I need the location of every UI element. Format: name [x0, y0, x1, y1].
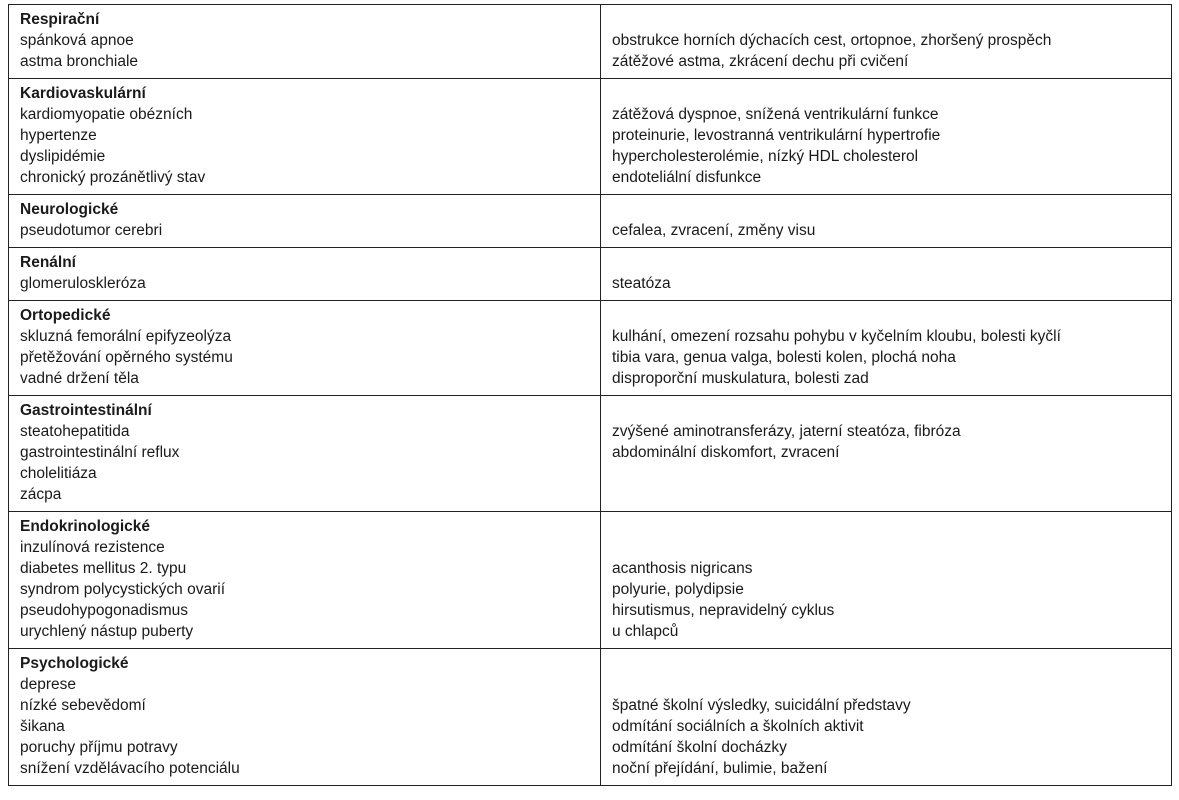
symptom-cell — [601, 649, 1172, 786]
condition-item: šikana — [20, 718, 65, 735]
symptom-item: endoteliální disfunkce — [612, 169, 762, 186]
symptom-cell — [601, 248, 1172, 301]
category-heading: Ortopedické — [20, 307, 111, 324]
condition-item: kardiomyopatie obézních — [20, 106, 193, 123]
condition-item: syndrom polycystických ovarií — [20, 581, 226, 598]
symptom-item: obstrukce horních dýchacích cest, ortopnoe, zhoršený prospěch — [612, 32, 1052, 49]
symptom-item: špatné školní výsledky, suicidální představy — [612, 697, 911, 714]
condition-item: hypertenze — [20, 127, 97, 144]
condition-cell — [9, 195, 601, 248]
symptom-item: steatóza — [612, 275, 671, 292]
condition-item: gastrointestinální reflux — [20, 444, 180, 461]
symptom-item: zátěžová dyspnoe, snížená ventrikulární funkce — [612, 106, 939, 123]
condition-item: steatohepatitida — [20, 423, 130, 440]
table-row — [9, 396, 1172, 512]
symptom-item: disproporční muskulatura, bolesti zad — [612, 370, 869, 387]
category-heading: Endokrinologické — [20, 518, 151, 535]
category-heading: Neurologické — [20, 201, 119, 218]
condition-cell — [9, 248, 601, 301]
category-heading: Kardiovaskulární — [20, 85, 146, 102]
table-row — [9, 248, 1172, 301]
condition-item: přetěžování opěrného systému — [20, 349, 233, 366]
condition-item: dyslipidémie — [20, 148, 106, 165]
table-row — [9, 195, 1172, 248]
table-row — [9, 301, 1172, 396]
symptom-item: hirsutismus, nepravidelný cyklus — [612, 602, 835, 619]
category-heading: Renální — [20, 254, 76, 271]
condition-item: glomeruloskleróza — [20, 275, 146, 292]
condition-item: inzulínová rezistence — [20, 539, 165, 556]
symptom-item: tibia vara, genua valga, bolesti kolen, plochá noha — [612, 349, 956, 366]
condition-item: snížení vzdělávacího potenciálu — [20, 760, 240, 777]
symptom-cell — [601, 301, 1172, 396]
condition-cell — [9, 79, 601, 195]
symptom-item: odmítání sociálních a školních aktivit — [612, 718, 864, 735]
condition-item: skluzná femorální epifyzeolýza — [20, 328, 232, 345]
condition-item: pseudotumor cerebri — [20, 222, 163, 239]
complications-table — [8, 4, 1172, 786]
condition-item: chronický prozánětlivý stav — [20, 169, 206, 186]
condition-cell — [9, 396, 601, 512]
condition-item: deprese — [20, 676, 77, 693]
table-row — [9, 649, 1172, 786]
condition-item: urychlený nástup puberty — [20, 623, 194, 640]
symptom-item: noční přejídání, bulimie, bažení — [612, 760, 828, 777]
table-row — [9, 512, 1172, 649]
table-row — [9, 5, 1172, 79]
condition-cell — [9, 301, 601, 396]
condition-item: poruchy příjmu potravy — [20, 739, 178, 756]
symptom-item: cefalea, zvracení, změny visu — [612, 222, 816, 239]
table-row — [9, 79, 1172, 195]
symptom-cell — [601, 5, 1172, 79]
symptom-item: zátěžové astma, zkrácení dechu při cvičení — [612, 53, 909, 70]
symptom-item: abdominální diskomfort, zvracení — [612, 444, 840, 461]
condition-item: pseudohypogonadismus — [20, 602, 189, 619]
symptom-item: kulhání, omezení rozsahu pohybu v kyčelním kloubu, bolesti kyčlí — [612, 328, 1061, 345]
category-heading: Respirační — [20, 11, 100, 28]
symptom-item: odmítání školní docházky — [612, 739, 787, 756]
category-heading: Psychologické — [20, 655, 129, 672]
symptom-item: hypercholesterolémie, nízký HDL cholesterol — [612, 148, 919, 165]
condition-item: diabetes mellitus 2. typu — [20, 560, 187, 577]
condition-item: zácpa — [20, 486, 62, 503]
symptom-item: u chlapců — [612, 623, 679, 640]
symptom-cell — [601, 195, 1172, 248]
symptom-item: polyurie, polydipsie — [612, 581, 744, 598]
category-heading: Gastrointestinální — [20, 402, 152, 419]
condition-item: spánková apnoe — [20, 32, 134, 49]
symptom-item: acanthosis nigricans — [612, 560, 753, 577]
symptom-item: zvýšené aminotransferázy, jaterní steatóza, fibróza — [612, 423, 961, 440]
symptom-cell — [601, 79, 1172, 195]
symptom-cell — [601, 512, 1172, 649]
symptom-cell — [601, 396, 1172, 512]
condition-item: vadné držení těla — [20, 370, 139, 387]
condition-cell — [9, 512, 601, 649]
symptom-item: proteinurie, levostranná ventrikulární hypertrofie — [612, 127, 941, 144]
condition-cell — [9, 5, 601, 79]
condition-cell — [9, 649, 601, 786]
condition-item: nízké sebevědomí — [20, 697, 146, 714]
table-body — [9, 5, 1172, 786]
condition-item: cholelitiáza — [20, 465, 97, 482]
condition-item: astma bronchiale — [20, 53, 139, 70]
